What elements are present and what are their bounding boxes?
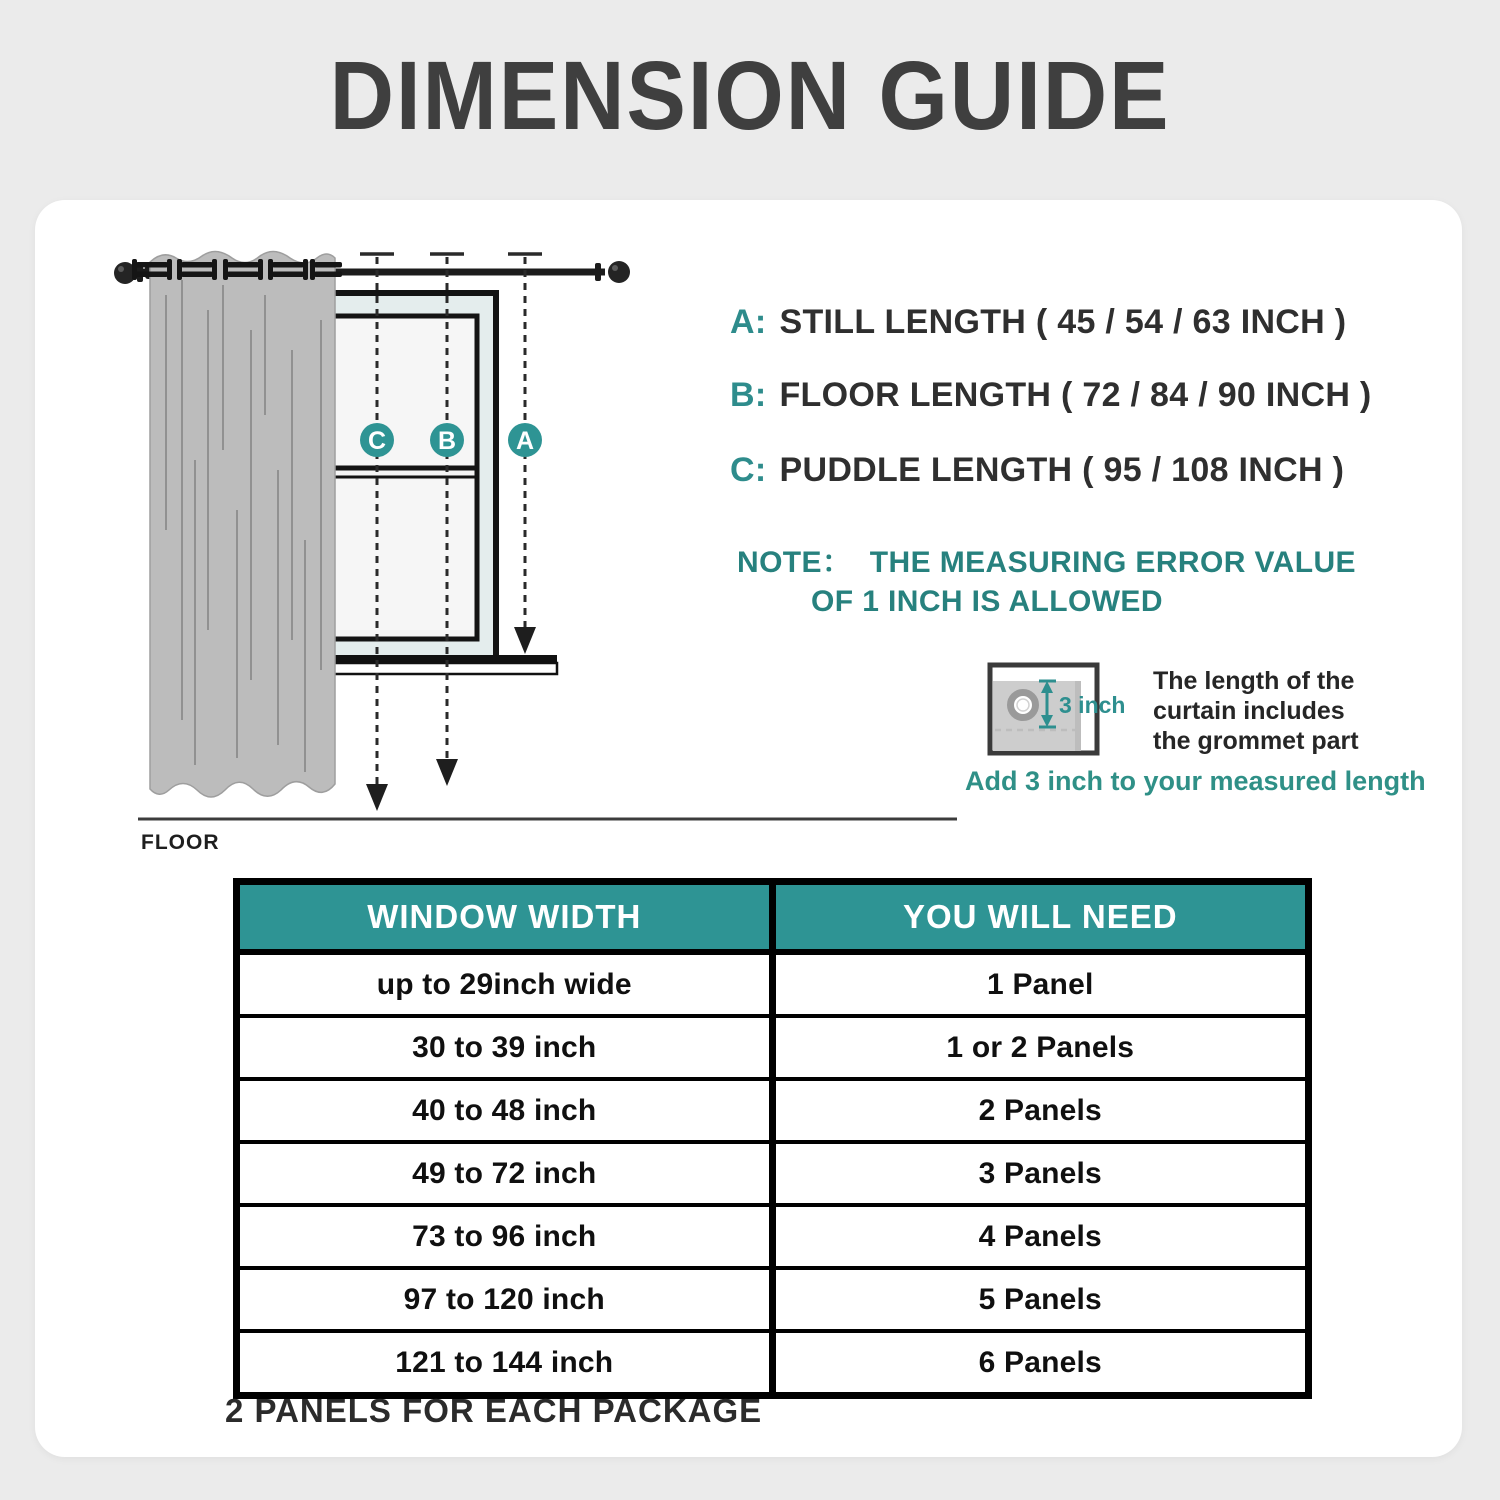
legend-floor-length (730, 376, 1372, 415)
window-width-cell: 73 to 96 inch (237, 1205, 773, 1268)
note-line-2: OF 1 INCH IS ALLOWED (811, 585, 1163, 618)
content-card (35, 200, 1462, 1457)
table-header-row (237, 882, 1309, 953)
legend-prefix-b: B: (730, 376, 767, 414)
window-width-cell: 40 to 48 inch (237, 1079, 773, 1142)
table-row (237, 1142, 1309, 1205)
legend-still-length (730, 303, 1346, 342)
legend-text-a: STILL LENGTH ( 45 / 54 / 63 INCH ) (779, 303, 1347, 341)
legend-text-c: PUDDLE LENGTH ( 95 / 108 INCH ) (779, 451, 1345, 489)
curtain-panel (132, 251, 342, 797)
floor-label: FLOOR (141, 831, 220, 854)
table-row (237, 1268, 1309, 1331)
marker-a-label: A (515, 427, 535, 455)
legend-text-b: FLOOR LENGTH ( 72 / 84 / 90 INCH ) (779, 376, 1372, 414)
panel-size-table (233, 878, 1312, 1399)
marker-c-label: C (367, 427, 387, 455)
window-width-cell: 121 to 144 inch (237, 1331, 773, 1396)
grommet-desc-line-3: the grommet part (1153, 727, 1359, 755)
window-width-cell: 97 to 120 inch (237, 1268, 773, 1331)
grommet-desc-line-1: The length of the (1153, 667, 1355, 695)
grommet-inset-diagram (990, 665, 1125, 753)
grommet-measure-label: 3 inch (1059, 692, 1126, 718)
add-three-inch-note: Add 3 inch to your measured length (965, 766, 1426, 796)
window-width-cell: up to 29inch wide (376, 967, 632, 1001)
curtain-measurement-diagram (35, 200, 1465, 860)
panels-needed-cell: 1 Panel (772, 952, 1308, 1016)
panels-needed-cell: 3 Panels (772, 1142, 1308, 1205)
panels-needed-cell: 5 Panels (772, 1268, 1308, 1331)
window-width-header: WINDOW WIDTH (237, 882, 773, 953)
table-row (237, 1205, 1309, 1268)
table-row (237, 1331, 1309, 1396)
measure-markers (360, 423, 542, 457)
table-row (237, 952, 1309, 1016)
legend-prefix-c: C: (730, 451, 767, 489)
window (313, 293, 557, 674)
you-will-need-header: YOU WILL NEED (772, 882, 1308, 953)
package-footnote: 2 PANELS FOR EACH PACKAGE (225, 1392, 763, 1429)
rod-finial-right (608, 261, 630, 283)
floor (138, 819, 957, 854)
panels-needed-cell: 6 Panels (772, 1331, 1308, 1396)
window-width-cell: 49 to 72 inch (237, 1142, 773, 1205)
legend-prefix-a: A: (730, 303, 767, 341)
legend-puddle-length (730, 451, 1344, 490)
table-row (237, 1079, 1309, 1142)
table-row (237, 1016, 1309, 1079)
page-title: DIMENSION GUIDE (329, 41, 1171, 150)
panels-needed-cell: 2 Panels (772, 1079, 1308, 1142)
grommet-desc-line-2: curtain includes (1153, 697, 1345, 725)
panels-needed-cell: 4 Panels (772, 1205, 1308, 1268)
marker-b-label: B (437, 427, 457, 455)
window-width-cell: 30 to 39 inch (237, 1016, 773, 1079)
grommet-description (1153, 666, 1359, 756)
panels-needed-cell: 1 or 2 Panels (772, 1016, 1308, 1079)
note-line-1: NOTE： THE MEASURING ERROR VALUE (737, 546, 1356, 579)
